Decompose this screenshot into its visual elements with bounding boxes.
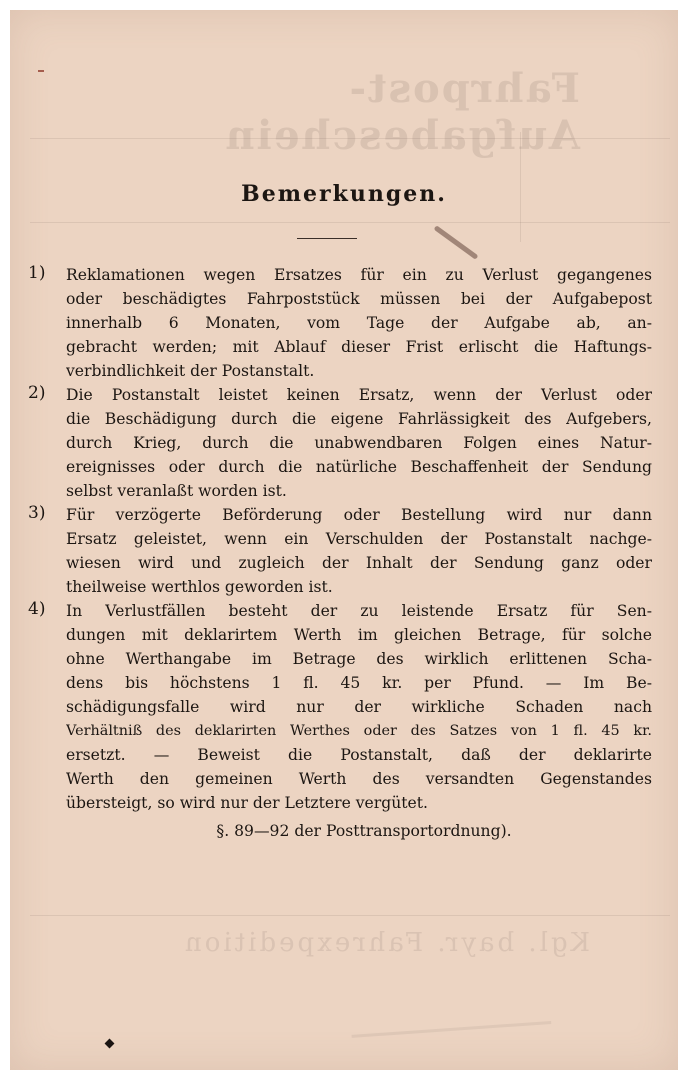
- remark-line: durch Krieg, durch die unabwendbaren Folgen eines Natur-: [66, 434, 652, 452]
- remark-line: theilweise werthlos geworden ist.: [66, 578, 333, 596]
- remark-line: Verhältniß des deklarirten Werthes oder des Satzes von 1 fl. 45 kr.: [66, 723, 652, 739]
- regulation-reference: §. 89—92 der Posttransportordnung).: [216, 822, 512, 840]
- receipt-card: [10, 10, 678, 1070]
- remark-line: ersetzt. — Beweist die Postanstalt, daß der deklarirte: [66, 746, 652, 764]
- bleed-through-stamp-text: Kgl. bayr. Fahrexpedition: [182, 928, 590, 958]
- item-number: 3): [28, 503, 46, 523]
- remark-line: schädigungsfalle wird nur der wirkliche Schaden nach: [66, 698, 652, 716]
- remark-line: verbindlichkeit der Postanstalt.: [66, 362, 315, 380]
- remark-line: oder beschädigtes Fahrpoststück müssen bei der Aufgabepost: [66, 290, 652, 308]
- remark-line: die Beschädigung durch die eigene Fahrlässigkeit des Aufgebers,: [66, 410, 652, 428]
- remark-line: Ersatz geleistet, wenn ein Verschulden der Postanstalt nachge-: [66, 530, 652, 548]
- title-divider: [297, 238, 357, 239]
- remark-line: Werth den gemeinen Werth des versandten Gegenstandes: [66, 770, 652, 788]
- page-title: Bemerkungen.: [241, 181, 447, 207]
- remark-line: wiesen wird und zugleich der Inhalt der Sendung ganz oder: [66, 554, 652, 572]
- remark-line: In Verlustfällen besteht der zu leistende Ersatz für Sen-: [66, 602, 652, 620]
- remark-line: übersteigt, so wird nur der Letztere vergütet.: [66, 794, 428, 812]
- item-number: 4): [28, 599, 46, 619]
- item-number: 2): [28, 383, 46, 403]
- remark-line: ohne Werthangabe im Betrage des wirklich erlittenen Scha-: [66, 650, 652, 668]
- pencil-mark: [38, 70, 44, 72]
- item-number: 1): [28, 263, 46, 283]
- remark-line: ereignisses oder durch die natürliche Beschaffenheit der Sendung: [66, 458, 652, 476]
- remark-line: gebracht werden; mit Ablauf dieser Frist erlischt die Haftungs-: [66, 338, 652, 356]
- remark-line: dungen mit deklarirtem Werth im gleichen Betrage, für solche: [66, 626, 652, 644]
- ink-mark: [105, 1039, 115, 1049]
- remark-line: innerhalb 6 Monaten, vom Tage der Aufgabe ab, an-: [66, 314, 652, 332]
- ink-stain: [433, 225, 478, 260]
- remark-line: selbst veranlaßt worden ist.: [66, 482, 287, 500]
- bleed-through-signature: [349, 981, 552, 1038]
- bleed-through-rule: [30, 915, 670, 916]
- bleed-through-title: Fahrpost-Aufgabeschein: [223, 65, 580, 159]
- remark-line: Reklamationen wegen Ersatzes für ein zu Verlust gegangenes: [66, 266, 652, 284]
- remark-line: Die Postanstalt leistet keinen Ersatz, wenn der Verlust oder: [66, 386, 652, 404]
- remark-line: dens bis höchstens 1 fl. 45 kr. per Pfund. — Im Be-: [66, 674, 652, 692]
- remark-line: Für verzögerte Beförderung oder Bestellung wird nur dann: [66, 506, 652, 524]
